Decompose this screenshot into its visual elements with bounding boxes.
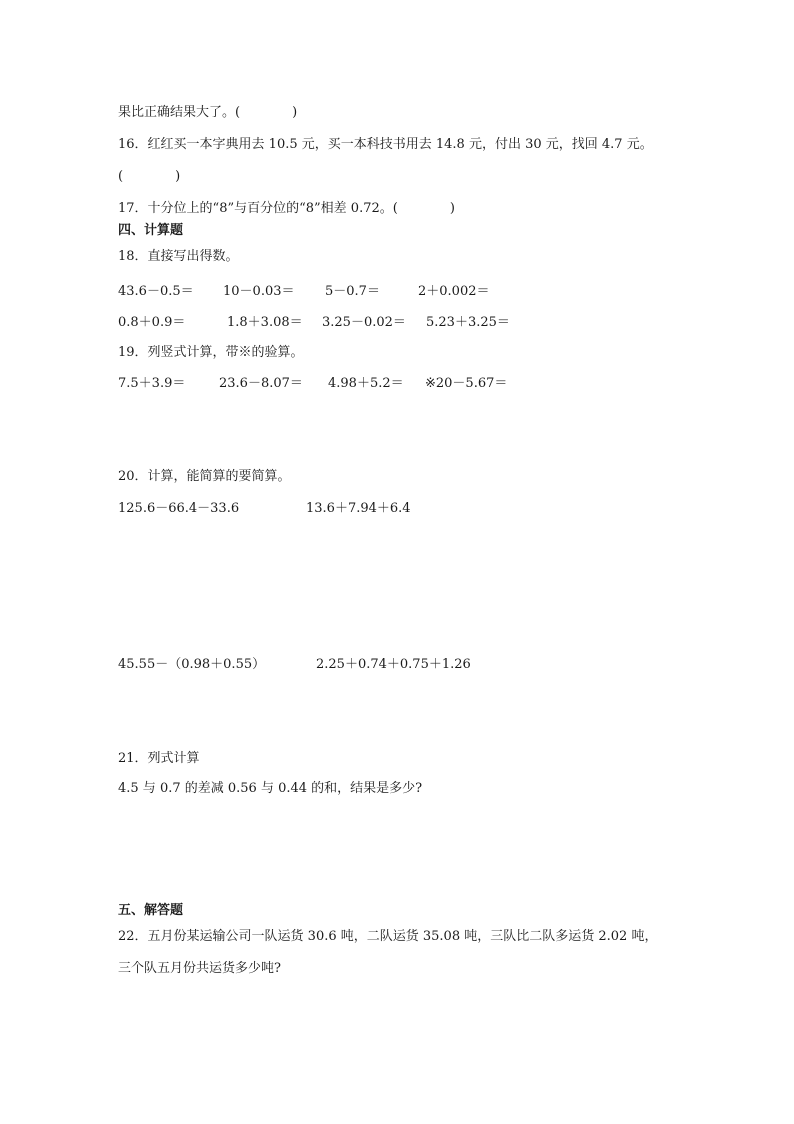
q15-tail-text: 果比正确结果大了。( ): [118, 105, 298, 120]
section-5-heading: 五、解答题: [118, 903, 184, 918]
q18-expr: 2＋0.002＝: [418, 284, 490, 299]
q19-expr: 7.5＋3.9＝: [118, 376, 186, 391]
q18-expr: 43.6－0.5＝: [118, 284, 194, 299]
q17-text: 17．十分位上的“8”与百分位的“8”相差 0.72。( ): [118, 201, 455, 216]
q18-expr: 5.23＋3.25＝: [426, 315, 510, 330]
section-4-heading: 四、计算题: [118, 223, 184, 238]
q18-expr: 5－0.7＝: [325, 284, 380, 299]
q18-expr: 10－0.03＝: [223, 284, 295, 299]
q22-text-line2: 三个队五月份共运货多少吨?: [118, 961, 281, 976]
q19-expr: 4.98＋5.2＝: [328, 376, 404, 391]
q22-text-line1: 22．五月份某运输公司一队运货 30.6 吨，二队运货 35.08 吨，三队比二队多运货 2.02 吨，: [118, 929, 658, 944]
q19-expr: ※20－5.67＝: [425, 376, 508, 391]
q20-expr: 13.6＋7.94＋6.4: [306, 501, 411, 516]
q20-expr: 125.6－66.4－33.6: [118, 501, 240, 516]
q21-title: 21．列式计算: [118, 751, 200, 766]
q18-expr: 3.25－0.02＝: [322, 315, 406, 330]
q18-title: 18．直接写出得数。: [118, 249, 239, 264]
q18-expr: 1.8＋3.08＝: [227, 315, 303, 330]
q18-expr: 0.8＋0.9＝: [118, 315, 186, 330]
q16-text: 16．红红买一本字典用去 10.5 元，买一本科技书用去 14.8 元，付出 30 元，找回 4.7 元。: [118, 137, 653, 152]
q19-title: 19．列竖式计算，带※的验算。: [118, 345, 304, 360]
q19-expr: 23.6－8.07＝: [219, 376, 303, 391]
q20-expr: 45.55－（0.98＋0.55）: [118, 657, 266, 672]
q21-text: 4.5 与 0.7 的差减 0.56 与 0.44 的和，结果是多少?: [118, 781, 423, 796]
q20-title: 20．计算，能简算的要简算。: [118, 469, 291, 484]
q20-expr: 2.25＋0.74＋0.75＋1.26: [316, 657, 471, 672]
q16-answer-paren[interactable]: ( ): [118, 169, 181, 184]
